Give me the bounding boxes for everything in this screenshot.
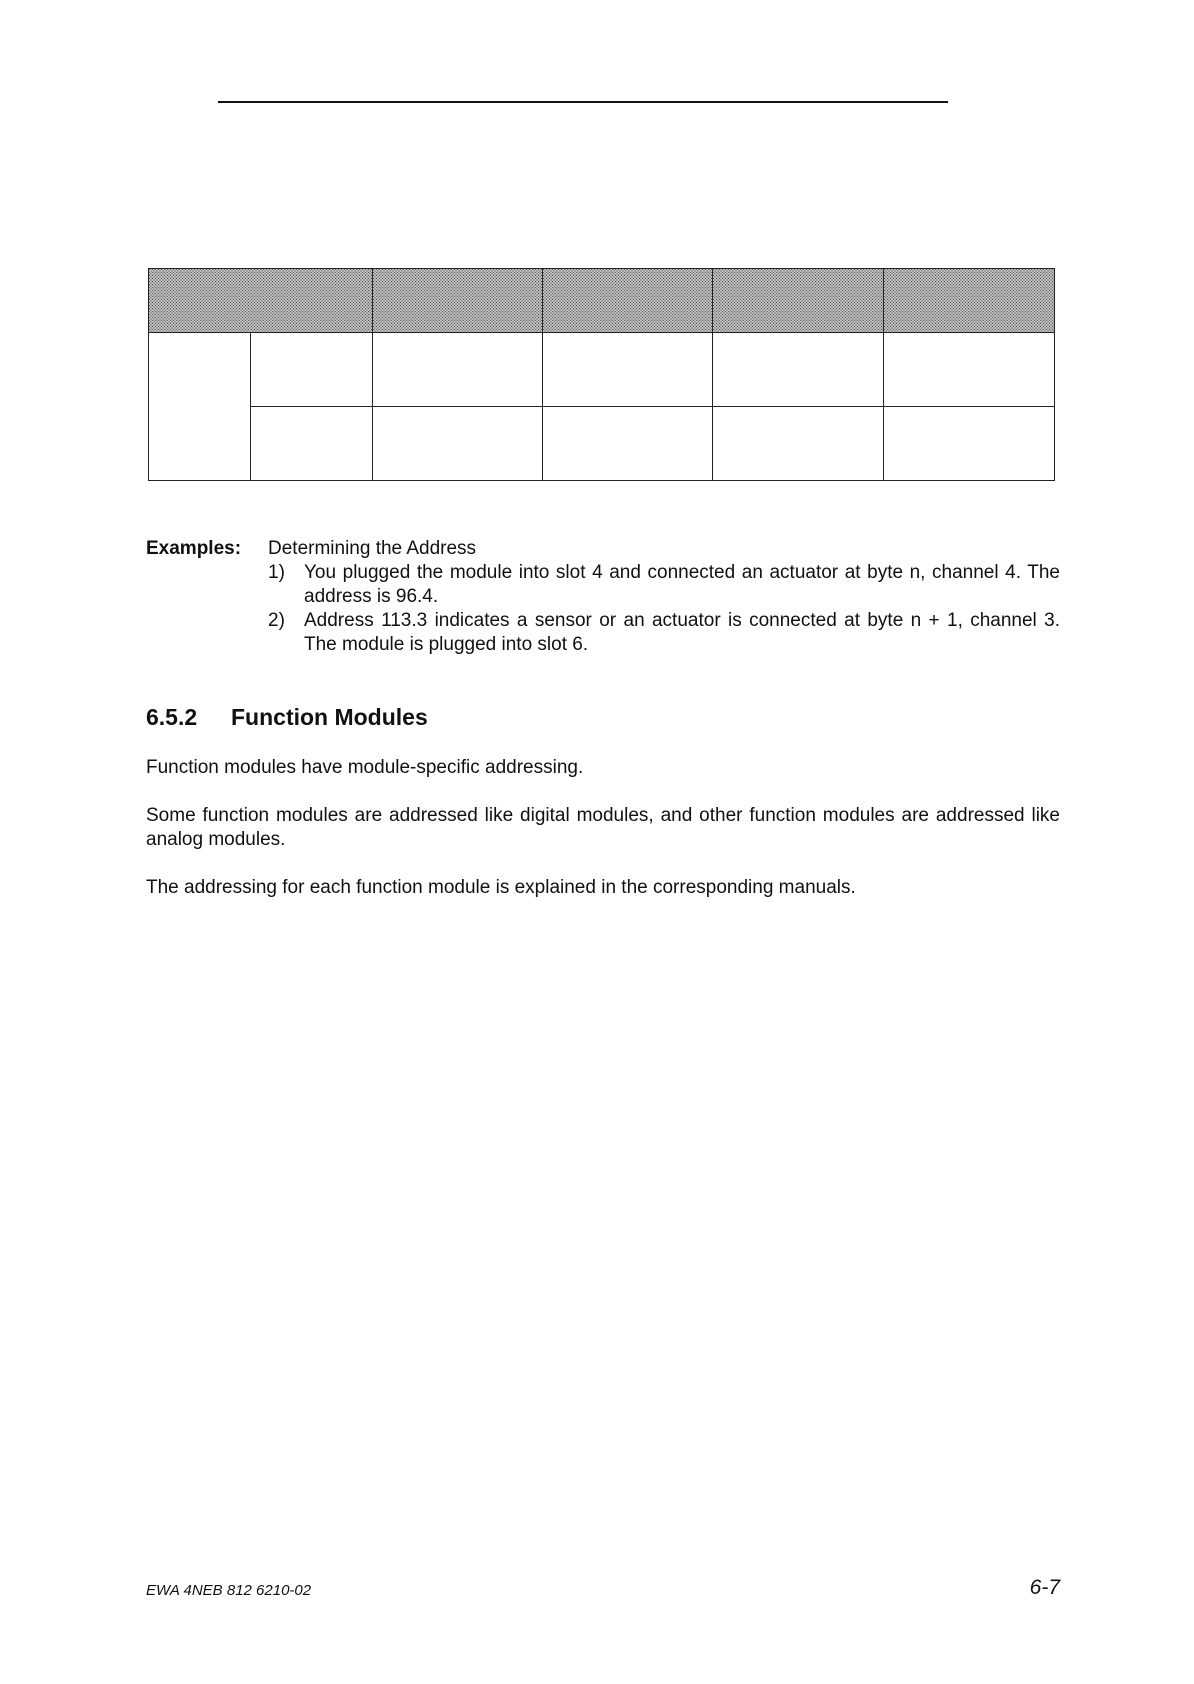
- table-cell: [373, 332, 543, 406]
- body-paragraph: The addressing for each function module is explained in the corresponding manuals.: [146, 877, 856, 898]
- list-item-number: 1): [268, 562, 285, 583]
- section-title: Function Modules: [231, 704, 428, 730]
- table-cell: [149, 332, 251, 480]
- list-item-text: You plugged the module into slot 4 and connected an actuator at byte n, channel 4. The address is 96.4.: [304, 562, 1060, 607]
- header-rule: [218, 101, 948, 103]
- examples-label: Examples:: [146, 538, 242, 559]
- section-number: 6.5.2: [146, 704, 198, 730]
- table-row: [149, 332, 1055, 406]
- list-item-number: 2): [268, 610, 285, 631]
- table-cell: [251, 406, 373, 480]
- body-paragraph: Some function modules are addressed like digital modules, and other function modules are addressed like analog modules.: [146, 805, 1060, 850]
- examples-intro: Determining the Address: [268, 538, 477, 559]
- list-item: [268, 561, 1060, 609]
- table-cell: [543, 406, 713, 480]
- list-item: [268, 609, 1060, 657]
- table-cell: [713, 332, 884, 406]
- table-cell: [543, 332, 713, 406]
- table-cell: [884, 406, 1055, 480]
- table-header-cell: [373, 269, 543, 333]
- footer-document-id: EWA 4NEB 812 6210-02: [146, 1582, 312, 1599]
- section-heading: [146, 703, 428, 731]
- address-table: [148, 268, 1055, 481]
- table-header-cell: [713, 269, 884, 333]
- table-header-cell: [149, 269, 373, 333]
- table-row: [149, 406, 1055, 480]
- table-cell: [713, 406, 884, 480]
- table-cell: [251, 332, 373, 406]
- table-cell: [884, 332, 1055, 406]
- table-header-row: [149, 269, 1055, 333]
- list-item-text: Address 113.3 indicates a sensor or an actuator is connected at byte n + 1, channel 3. The module is plugged into slot 6.: [304, 610, 1060, 655]
- table-cell: [373, 406, 543, 480]
- footer-page-number: 6-7: [1029, 1576, 1060, 1599]
- examples-list: [268, 561, 1060, 657]
- body-paragraph: Function modules have module-specific addressing.: [146, 757, 584, 778]
- table-header-cell: [543, 269, 713, 333]
- table-header-cell: [884, 269, 1055, 333]
